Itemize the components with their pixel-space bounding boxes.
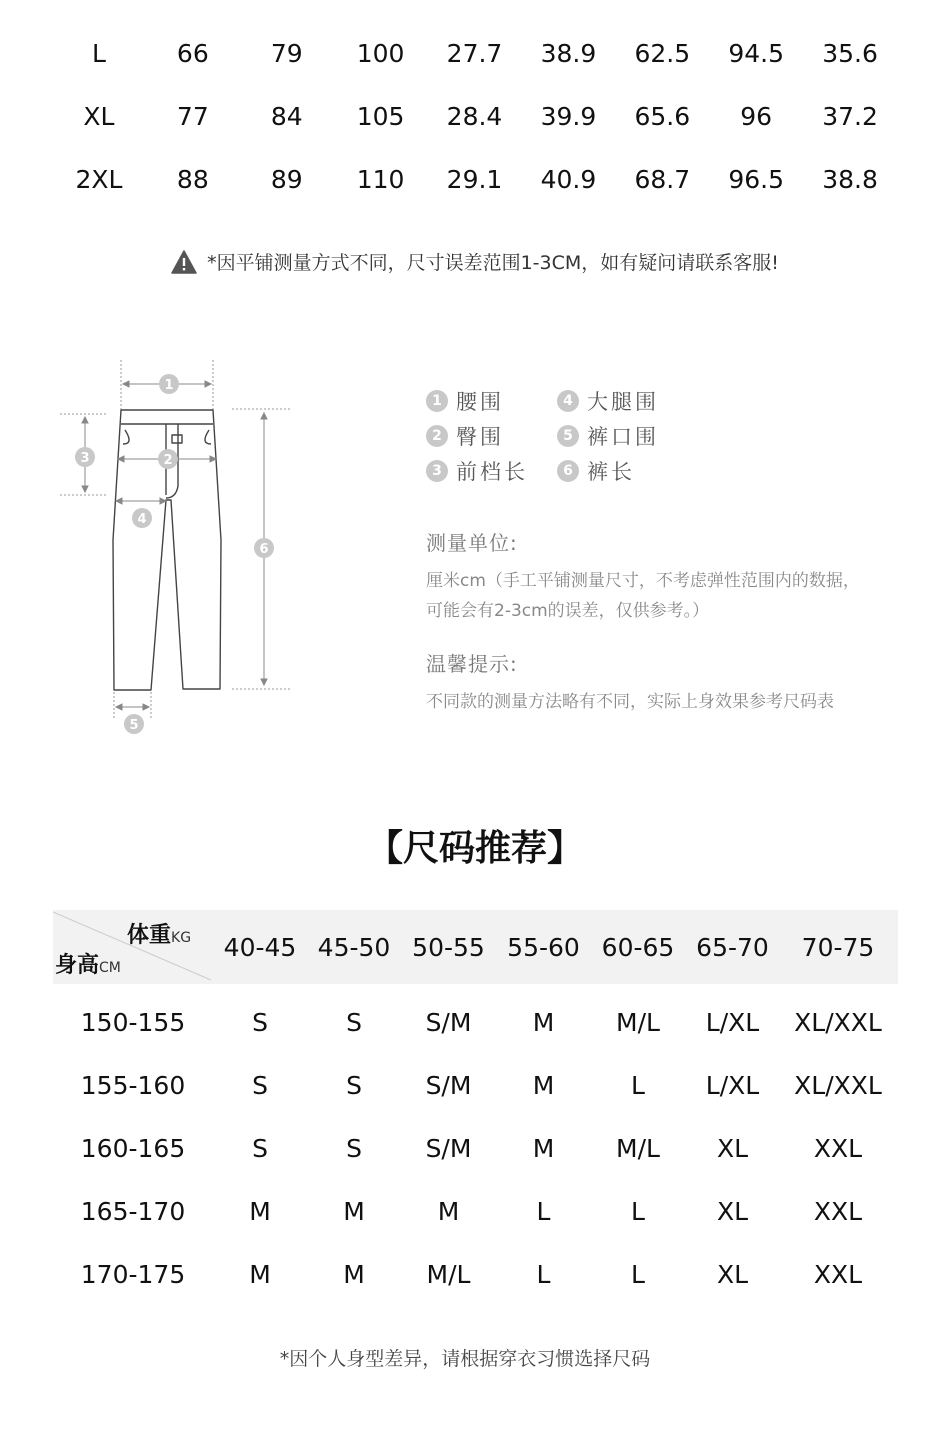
pants-diagram (40, 340, 340, 750)
size-cell: M (343, 1260, 365, 1289)
size-cell: M (249, 1260, 271, 1289)
legend-item-waist (426, 386, 504, 416)
height-cell: 150-155 (80, 1008, 186, 1037)
table-row (53, 1243, 898, 1306)
weight-column: 50-55 (412, 932, 485, 962)
recommendation-title: 【尺码推荐】 (366, 828, 583, 869)
size-cell: XL (716, 1134, 749, 1163)
size-cell: XXL (813, 1260, 863, 1289)
size-cell: 110 (356, 165, 405, 194)
size-cell: XL/XXL (794, 1071, 882, 1100)
size-cell: 96 (740, 102, 773, 131)
recommendation-header (53, 910, 898, 984)
weight-column: 70-75 (801, 932, 875, 962)
size-cell: 40.9 (540, 165, 597, 194)
unit-title: 测量单位: (426, 531, 518, 555)
header-corner (53, 910, 213, 984)
legend-label: 臀围 (456, 425, 504, 449)
unit-line: 可能会有2-3cm的误差，仅供参考。） (426, 601, 710, 621)
size-cell: 65.6 (634, 102, 691, 131)
legend-item-length (557, 456, 635, 486)
corner-height-label: 身高CM (55, 953, 121, 978)
size-cell: 38.8 (822, 165, 878, 194)
diagram-marker-2: 2 (163, 453, 173, 468)
table-row (53, 1117, 898, 1180)
legend-number: 2 (426, 425, 448, 447)
unit-info (426, 527, 926, 626)
size-cell: M (343, 1197, 365, 1226)
size-cell: M (437, 1197, 460, 1226)
legend-number: 5 (557, 425, 579, 447)
size-cell: 77 (176, 102, 209, 131)
footer-note: *因个人身型差异，请根据穿衣习惯选择尺码 (279, 1348, 651, 1370)
legend-item-hip (426, 421, 504, 451)
size-cell: M/L (616, 1134, 660, 1163)
size-table (52, 22, 897, 211)
diagram-marker-6: 6 (259, 542, 269, 557)
size-cell: 100 (356, 39, 405, 68)
size-cell: S (252, 1071, 268, 1100)
height-cell: 170-175 (80, 1260, 186, 1289)
legend-label: 大腿围 (587, 390, 659, 414)
table-row (53, 1180, 898, 1243)
weight-column: 65-70 (696, 932, 769, 962)
pants-outline-icon (40, 340, 340, 750)
height-cell: 165-170 (80, 1197, 186, 1226)
legend-item-thigh (557, 386, 659, 416)
size-cell: 68.7 (634, 165, 691, 194)
size-cell: L (631, 1071, 645, 1100)
size-cell: XL (716, 1197, 749, 1226)
size-cell: 84 (270, 102, 303, 131)
size-cell: L (631, 1260, 645, 1289)
warning-icon (171, 250, 197, 274)
size-cell: M/L (616, 1008, 660, 1037)
size-cell: L (631, 1197, 645, 1226)
size-row-xl (52, 85, 897, 148)
size-cell: XL/XXL (794, 1008, 882, 1037)
size-cell: 88 (176, 165, 209, 194)
diagram-marker-4: 4 (137, 512, 147, 527)
legend-number: 6 (557, 460, 579, 482)
legend-item-hem (557, 421, 659, 451)
unit-line: 厘米cm（手工平铺测量尺寸，不考虑弹性范围内的数据， (426, 571, 860, 591)
size-cell: M (532, 1071, 555, 1100)
legend-label: 裤长 (587, 460, 635, 484)
size-cell: 89 (270, 165, 303, 194)
size-cell: XL (83, 102, 115, 131)
legend-label: 腰围 (456, 390, 504, 414)
size-cell: 28.4 (446, 102, 503, 131)
corner-weight-label: 体重KG (127, 923, 192, 948)
size-cell: XXL (813, 1134, 863, 1163)
size-cell: XXL (813, 1197, 863, 1226)
size-cell: XL (716, 1260, 749, 1289)
size-cell: L/XL (705, 1008, 760, 1037)
measurement-notice (0, 248, 950, 275)
size-cell: 29.1 (446, 165, 503, 194)
size-cell: L/XL (705, 1071, 760, 1100)
table-row (53, 991, 898, 1054)
size-cell: S (346, 1134, 362, 1163)
size-cell: 39.9 (540, 102, 597, 131)
height-cell: 160-165 (80, 1134, 186, 1163)
size-cell: S (346, 1008, 362, 1037)
size-cell: L (536, 1260, 551, 1289)
size-cell: 62.5 (634, 39, 691, 68)
size-cell: S/M (425, 1134, 472, 1163)
diagram-marker-5: 5 (129, 718, 139, 733)
weight-column: 45-50 (317, 932, 391, 962)
tip-info (426, 648, 926, 717)
legend-number: 3 (426, 460, 448, 482)
size-cell: M/L (426, 1260, 471, 1289)
height-cell: 155-160 (80, 1071, 186, 1100)
size-cell: 2XL (75, 165, 123, 194)
size-cell: S (252, 1134, 268, 1163)
tip-line: 不同款的测量方法略有不同，实际上身效果参考尺码表 (426, 692, 834, 712)
size-cell: 35.6 (822, 39, 878, 68)
diagram-marker-1: 1 (164, 378, 174, 393)
size-cell: S (346, 1071, 362, 1100)
size-cell: 38.9 (540, 39, 597, 68)
weight-column: 55-60 (507, 932, 580, 962)
weight-column: 40-45 (223, 932, 297, 962)
diagram-marker-3: 3 (80, 451, 90, 466)
legend-item-rise (426, 456, 528, 486)
size-cell: S/M (425, 1008, 472, 1037)
size-cell: 37.2 (822, 102, 878, 131)
legend-number: 1 (426, 390, 448, 412)
size-cell: 66 (176, 39, 209, 68)
size-cell: 79 (270, 39, 303, 68)
size-cell: 96.5 (728, 165, 785, 194)
size-row-l (52, 22, 897, 85)
size-cell: S (252, 1008, 268, 1037)
legend-label: 前档长 (456, 460, 528, 484)
size-cell: L (536, 1197, 551, 1226)
size-cell: S/M (425, 1071, 472, 1100)
size-cell: M (249, 1197, 271, 1226)
notice-text: *因平铺测量方式不同，尺寸误差范围1-3CM，如有疑问请联系客服! (207, 252, 779, 274)
size-cell: 105 (356, 102, 405, 131)
legend-number: 4 (557, 390, 579, 412)
size-cell: M (532, 1134, 555, 1163)
size-cell: M (532, 1008, 555, 1037)
size-row-2xl (52, 148, 897, 211)
weight-column: 60-65 (601, 932, 675, 962)
tip-title: 温馨提示: (426, 652, 518, 676)
table-row (53, 1054, 898, 1117)
size-cell: 27.7 (446, 39, 503, 68)
legend-label: 裤口围 (587, 425, 659, 449)
size-cell: L (91, 39, 106, 68)
size-cell: 94.5 (728, 39, 785, 68)
